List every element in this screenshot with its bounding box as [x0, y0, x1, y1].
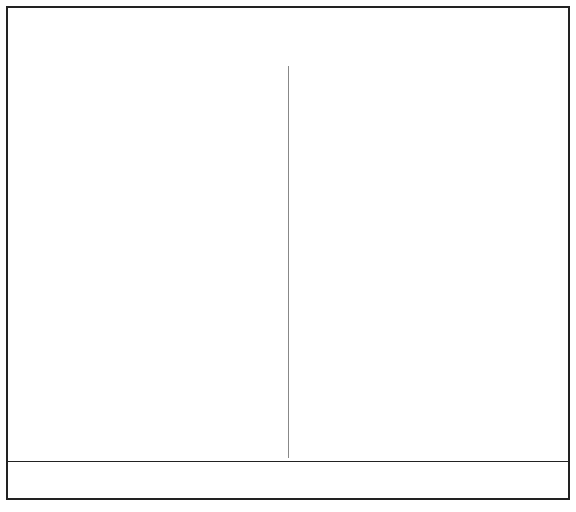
column-divider: [288, 66, 289, 458]
right-text-column: [301, 66, 561, 458]
tender-notice: [6, 6, 570, 500]
notice-number-line: [16, 10, 560, 20]
left-text-column: [16, 66, 276, 458]
issuing-organization: [8, 461, 568, 498]
notice-title: [16, 22, 560, 62]
notice-body: [16, 66, 560, 458]
